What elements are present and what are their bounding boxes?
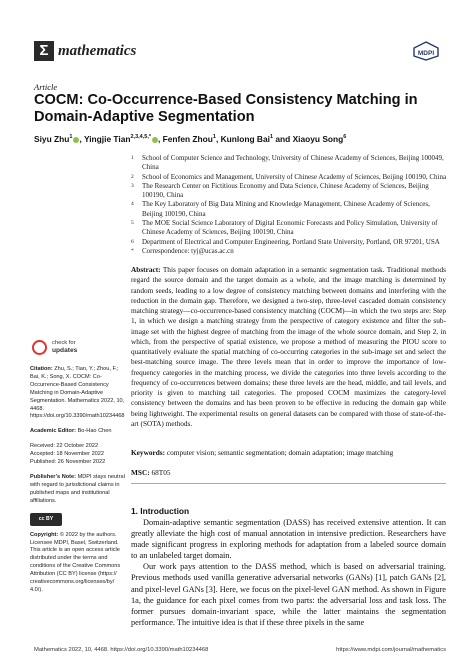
author-separator: , bbox=[158, 134, 163, 144]
abstract-label: Abstract: bbox=[131, 265, 161, 274]
editor-label: Academic Editor: bbox=[30, 428, 77, 435]
citation bbox=[30, 366, 125, 421]
affiliation-text: Correspondence: tyj@ucas.ac.cn bbox=[142, 246, 234, 255]
check-updates-icon bbox=[32, 340, 47, 355]
intro-paragraph-2: Our work pays attention to the DASS method, which is based on adversarial training. Previous methods used vanilla generative adversarial networks (GANs) [1], patch GANs [2], and pixel-level GANs [3]. Here, we focus on the pixel-level GAN method. As shown in Figure 1a, the guidance for each pixel comes from two parts: the adversarial loss and task loss. The former pursues domain-invariant space, while the latter maintains the segmentation performance. The intuitive idea is that if these three pixels in the same bbox=[131, 562, 446, 627]
editor-name: Bo-Hao Chen bbox=[77, 428, 112, 435]
copyright-label: Copyright: bbox=[30, 531, 59, 538]
footer-journal-link[interactable]: https://www.mdpi.com/journal/mathematics bbox=[336, 647, 446, 653]
author-name[interactable]: Siyu Zhu bbox=[34, 134, 70, 144]
affiliation-number: 4 bbox=[131, 201, 134, 208]
copyright-text: © 2022 by the authors. Licensee MDPI, Basel, Switzerland. This article is an open access article distributed under the terms and conditions of the Creative Commons Attribution (CC BY) license (https:// creativecommons.org/licenses/by/ 4.0/). bbox=[30, 531, 121, 593]
abstract-text: This paper focuses on domain adaptation in a semantic segmentation task. Traditional methods regard the source domain and the target domain as a whole, and the image matching is determined by random seeds, leading to a low degree of consistency matching between domains and interfering with the reduction in the domain gap. Therefore, we designed a two-step, three-level cascaded domain consistency matching strategy—co-occurrence-based consistency matching (COCM)—in which the two steps are: Step 1, in which we design a matching strategy from the perspective of category existence and filter the sub-image set with the highest degree of matching from the image of the whole source domain, and Step 2, in which, from the perspective of spatial existence, we propose a method of measuring the PIOU score to quantitatively evaluate the spatial matching of co-occurring categories in the sub-image set and select the best-matching source image. The three levels mean that in order to improve the importance of low-frequency categories in the matching process, we divide the categories into three levels according to the frequency of co-occurrences between domains; these three levels are the head, middle, and tail levels, and priority is given to matching tail categories. The proposed COCM maximizes the category-level consistency between the domains and has been proven to be effective in reducing the domain gap while being lightweight. The experimental results on general datasets can be compared with those of state-of-the-art (SOTA) methods. bbox=[131, 265, 446, 428]
footer-citation[interactable]: Mathematics 2022, 10, 4468. https://doi.org/10.3390/math10234468 bbox=[34, 647, 209, 653]
citation-label: Citation: bbox=[30, 366, 53, 372]
author-affiliation-sup: 6 bbox=[343, 134, 347, 141]
author-name[interactable]: Xiaoyu Song bbox=[292, 134, 344, 144]
affiliation-text: The Research Center on Fictitious Economy and Data Science, Chinese Academy of Sciences, Beijing 100190, China bbox=[142, 181, 429, 200]
publisher-note-label: Publisher’s Note: bbox=[30, 473, 77, 480]
author-name[interactable]: Yingjie Tian bbox=[83, 134, 131, 144]
affiliation-text: School of Computer Science and Technology, University of Chinese Academy of Sciences, Beijing 100049, China bbox=[142, 154, 444, 172]
author-separator: , bbox=[215, 134, 221, 144]
mdpi-logo[interactable] bbox=[411, 41, 441, 61]
intro-paragraph-1: Domain-adaptive semantic segmentation (DASS) has received extensive attention. It can greatly alleviate the high cost of manual annotation in intensive prediction. Researchers have made significant progress in exploring methods for adaptation from a labeled source domain to an unlabeled target domain. bbox=[131, 518, 446, 561]
affiliation-number: 1 bbox=[131, 155, 134, 161]
author-separator: and bbox=[273, 134, 293, 144]
dates bbox=[30, 443, 125, 467]
author-list bbox=[34, 134, 454, 144]
affiliation-item bbox=[131, 238, 451, 247]
affiliations bbox=[131, 154, 451, 256]
check-line1: check for bbox=[52, 340, 76, 346]
affiliation-text: School of Economics and Management, University of Chinese Academy of Sciences, Beijing 100190, China bbox=[142, 172, 447, 181]
section-heading-introduction: 1. Introduction bbox=[131, 506, 190, 516]
affiliation-item bbox=[131, 200, 451, 219]
publisher-note-text: MDPI stays neutral with regard to jurisdictional claims in published maps and institutional affiliations. bbox=[30, 473, 125, 504]
affiliation-number: 3 bbox=[131, 182, 134, 189]
affiliation-number: * bbox=[131, 247, 134, 254]
journal-name: mathematics bbox=[58, 43, 137, 59]
author-affiliation-sup: 1 bbox=[69, 134, 73, 141]
abstract-divider bbox=[131, 483, 446, 484]
affiliation-number: 5 bbox=[131, 220, 134, 227]
affiliation-number: 2 bbox=[131, 173, 134, 180]
mdpi-logo-text: MDPI bbox=[417, 50, 435, 57]
received-date: Received: 22 October 2022 bbox=[30, 443, 99, 450]
introduction-body bbox=[131, 517, 446, 628]
check-for-updates-button[interactable] bbox=[30, 338, 120, 360]
citation-text: Zhu, S.; Tian, Y.; Zhou, F.; Bai, K.; Song, X. COCM: Co-Occurrence-Based Consistency Matching in Domain-Adaptive Segmentation. Mathematics 2022, 10, 4468. https://doi.org/10.3390/math10234468 bbox=[30, 366, 125, 420]
msc-code bbox=[131, 468, 171, 477]
author-affiliation-sup: 1 bbox=[269, 134, 274, 141]
author-name[interactable]: Fenfen Zhou bbox=[162, 134, 213, 144]
msc-text: 68T05 bbox=[151, 468, 171, 477]
publisher-note bbox=[30, 474, 125, 506]
author-affiliation-sup: 2,3,4,5,* bbox=[130, 134, 151, 141]
keywords bbox=[131, 448, 446, 458]
keywords-text: computer vision; semantic segmentation; domain adaptation; image matching bbox=[166, 448, 394, 457]
journal-logo: Σ bbox=[34, 41, 54, 61]
cc-license-icon[interactable]: cc BY bbox=[30, 513, 62, 526]
affiliation-item bbox=[131, 182, 451, 201]
accepted-date: Accepted: 18 November 2022 bbox=[30, 451, 105, 458]
affiliation-text: The Key Laboratory of Big Data Mining and Knowledge Management, Chinese Academy of Sciences, Beijing 100190, China bbox=[142, 200, 430, 218]
paper-title: COCM: Co-Occurrence-Based Consistency Matching in Domain-Adaptive Segmentation bbox=[34, 92, 418, 125]
msc-label: MSC: bbox=[131, 468, 150, 477]
affiliation-text: The MOE Social Science Laboratory of Digital Economic Forecasts and Policy Simulation, University of Chinese Academy of Sciences, Beijing 100190, China bbox=[142, 219, 438, 237]
affiliation-item bbox=[131, 247, 451, 256]
affiliation-item bbox=[131, 173, 451, 182]
article-type: Article bbox=[34, 82, 58, 92]
copyright bbox=[30, 532, 125, 595]
affiliation-text: Department of Electrical and Computer Engineering, Portland State University, Portland, OR 97201, USA bbox=[142, 237, 440, 246]
article-info-sidebar bbox=[30, 366, 125, 602]
keywords-label: Keywords: bbox=[131, 448, 166, 457]
author-affiliation-sup: 1 bbox=[212, 134, 216, 141]
affiliation-item bbox=[131, 154, 451, 173]
author-name[interactable]: Kunlong Bai bbox=[220, 134, 270, 144]
academic-editor bbox=[30, 428, 125, 436]
affiliation-item bbox=[131, 219, 451, 238]
published-date: Published: 26 November 2022 bbox=[30, 459, 106, 466]
author-separator: , bbox=[79, 134, 84, 144]
page-footer bbox=[34, 647, 446, 653]
affiliation-number: 6 bbox=[131, 238, 134, 245]
abstract bbox=[131, 265, 446, 429]
check-line2: updates bbox=[52, 347, 78, 354]
